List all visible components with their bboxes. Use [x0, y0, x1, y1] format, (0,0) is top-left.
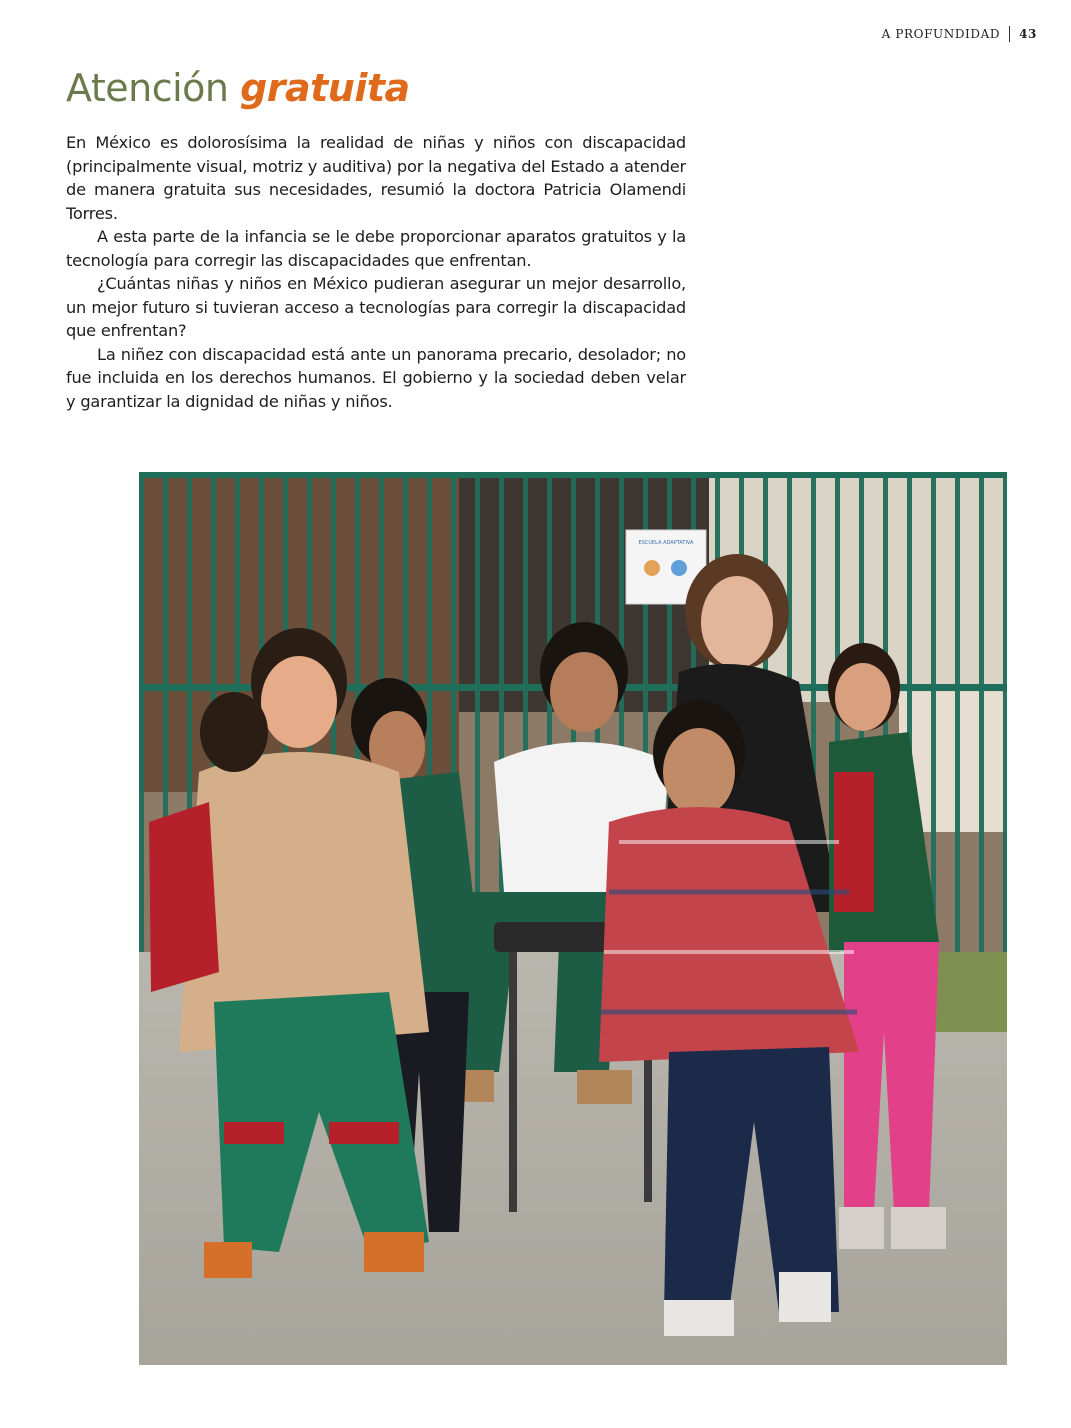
boy-plaid-face: [663, 728, 735, 816]
children-photo: [139, 472, 1007, 1365]
paragraph-4: La niñez con discapacidad está ante un panorama precario, desolador; no fue incluida en los derechos humanos. El gobierno y la sociedad deben velar y garantizar la dignidad de niñas y niños.: [66, 344, 686, 411]
running-header: [882, 26, 1037, 42]
paragraph-3: ¿Cuántas niñas y niños en México pudieran asegurar un mejor desarrollo, un mejor futuro si tuvieran acceso a tecnologías para corregir la discapacidad que enfrentan?: [66, 274, 686, 340]
woman-face: [701, 576, 773, 668]
title-main: Atención: [66, 66, 241, 110]
girl-face: [835, 663, 891, 731]
page-number: 43: [1019, 27, 1037, 41]
title-accent: gratuita: [240, 66, 410, 110]
boy-white-face: [550, 652, 618, 732]
article-body: [66, 131, 686, 413]
paragraph-2: A esta parte de la infancia se le debe proporcionar aparatos gratuitos y la tecnología para corregir las discapacidades que enfrentan.: [66, 227, 686, 270]
header-divider: [1009, 26, 1010, 42]
photo-illustration: [139, 472, 1007, 1365]
article-title: [66, 66, 410, 110]
section-title: A PROFUNDIDAD: [881, 27, 1001, 41]
paragraph-1: En México es dolorosísima la realidad de niñas y niños con discapacidad (principalmente visual, motriz y auditiva) por la negativa del Estado a atender de manera gratuita sus necesidades, resumió la doctora Patricia Olamendi Torres.: [66, 133, 686, 223]
boy-beige-face: [261, 656, 337, 748]
fence-sign-text: ESCUELA ADAPTATIVA: [638, 540, 694, 546]
